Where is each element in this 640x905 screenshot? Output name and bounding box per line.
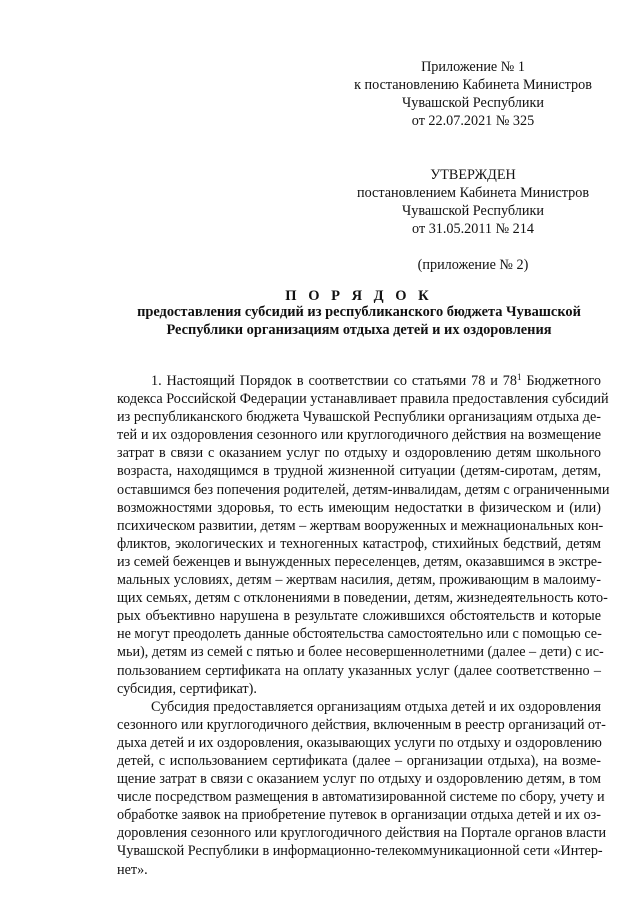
paragraph-1-line: оставшимся без попечения родителей, детям-инвалидам, детям с ограниченными [117, 481, 610, 498]
paragraph-1-line: затрат в связи с оказанием услуг по отдыху и оздоровлению детям школьного [117, 445, 601, 462]
paragraph-1-line: щих семьях, детям с отклонениями в поведении, детям, жизнедеятельность кото- [117, 590, 608, 607]
paragraph-1-line: мьи), детям из семей с пятью и более несовершеннолетними (далее – дети) с ис- [117, 644, 604, 661]
paragraph-2 [117, 698, 607, 879]
paragraph-1-line: мальных условиях, детям – жертвам насилия, детям, проживающим в малоиму- [117, 572, 601, 589]
paragraph-1-line: субсидия, сертификат). [117, 680, 257, 697]
paragraph-1-text-start: 1. Настоящий Порядок в соответствии со статьями 78 и 78 [151, 373, 517, 389]
paragraph-2-line: сезонного или круглогодичного действия, включенным в реестр организаций от- [117, 716, 606, 733]
appendix-to-resolution: к постановлению Кабинета Министров [354, 77, 592, 93]
approved-republic: Чувашской Республики [402, 203, 544, 219]
appendix-date: от 22.07.2021 № 325 [411, 113, 535, 129]
paragraph-1-line: фликтов, экологических и техногенных катастроф, стихийных бедствий, детям [117, 535, 601, 552]
approved-block [330, 166, 616, 274]
order-subtitle-line-2: Республики организациям отдыха детей и их оздоровления [166, 322, 552, 338]
paragraph-2-line: детей, с использованием сертификата (далее – организации отдыха), на возме- [117, 752, 601, 769]
paragraph-1-first-line [117, 372, 601, 390]
appendix-number: Приложение № 1 [421, 59, 525, 75]
paragraph-2-line: Субсидия предоставляется организациям отдыха детей и их оздоровления [151, 698, 601, 715]
approved-note: (приложение № 2) [417, 257, 529, 273]
body-text [117, 372, 610, 879]
approved-by-resolution: постановлением Кабинета Министров [356, 185, 590, 201]
appendix-block [330, 58, 616, 130]
paragraph-2-line: дыха детей и их оздоровления, оказывающих услуги по отдыху и оздоровлению [117, 734, 602, 751]
paragraph-1-line: из республиканского бюджета Чувашской Республики организациям отдыха де- [117, 409, 601, 426]
article-superscript: 1 [516, 372, 522, 382]
paragraph-1-line: возможностями здоровья, то есть имеющим недостатки в физическом и (или) [117, 499, 601, 516]
paragraph-2-line: числе посредством размещения в автоматизированной системе по сбору, учету и [117, 789, 605, 806]
paragraph-2-line: нет». [117, 861, 148, 878]
paragraph-2-line: Чувашской Республики в информационно-телекоммуникационной сети «Интер- [117, 843, 603, 860]
paragraph-1 [117, 372, 610, 698]
appendix-republic: Чувашской Республики [402, 95, 544, 111]
paragraph-1-text-end: Бюджетного [521, 373, 601, 389]
paragraph-1-line: не могут преодолеть данные обстоятельства самостоятельно или с помощью се- [117, 626, 602, 643]
paragraph-1-line: психическом развитии, детям – жертвам вооруженных и межнациональных кон- [117, 517, 604, 534]
paragraph-2-line: щение затрат в связи с оказанием услуг по отдыху и оздоровлению детям, в том [117, 771, 601, 788]
paragraph-2-line: обработке заявок на приобретение путевок в организации отдыха детей и их оз- [117, 807, 601, 824]
paragraph-1-line: рых объективно нарушена в результате сложившихся обстоятельств и которые [117, 608, 601, 625]
paragraph-1-line: возраста, находящимся в трудной жизненной ситуации (детям-сиротам, детям, [117, 463, 601, 480]
order-subtitle [116, 303, 602, 339]
order-subtitle-line-1: предоставления субсидий из республиканского бюджета Чувашской [137, 304, 581, 320]
approved-heading: УТВЕРЖДЕН [430, 167, 516, 183]
approved-spacer [330, 238, 616, 256]
paragraph-1-line: кодекса Российской Федерации устанавливает правила предоставления субсидий [117, 391, 609, 408]
paragraph-1-line: пользованием сертификата на оплату указанных услуг (далее соответственно – [117, 662, 601, 679]
order-title: П О Р Я Д О К [285, 288, 433, 304]
paragraph-1-line: из семей беженцев и вынужденных переселенцев, детям, оказавшимся в экстре- [117, 553, 602, 570]
paragraph-1-line: тей и их оздоровления сезонного или круглогодичного действия на возмещение [117, 427, 601, 444]
paragraph-2-line: доровления сезонного или круглогодичного действия на Портале органов власти [117, 825, 607, 842]
approved-date: от 31.05.2011 № 214 [412, 221, 534, 237]
